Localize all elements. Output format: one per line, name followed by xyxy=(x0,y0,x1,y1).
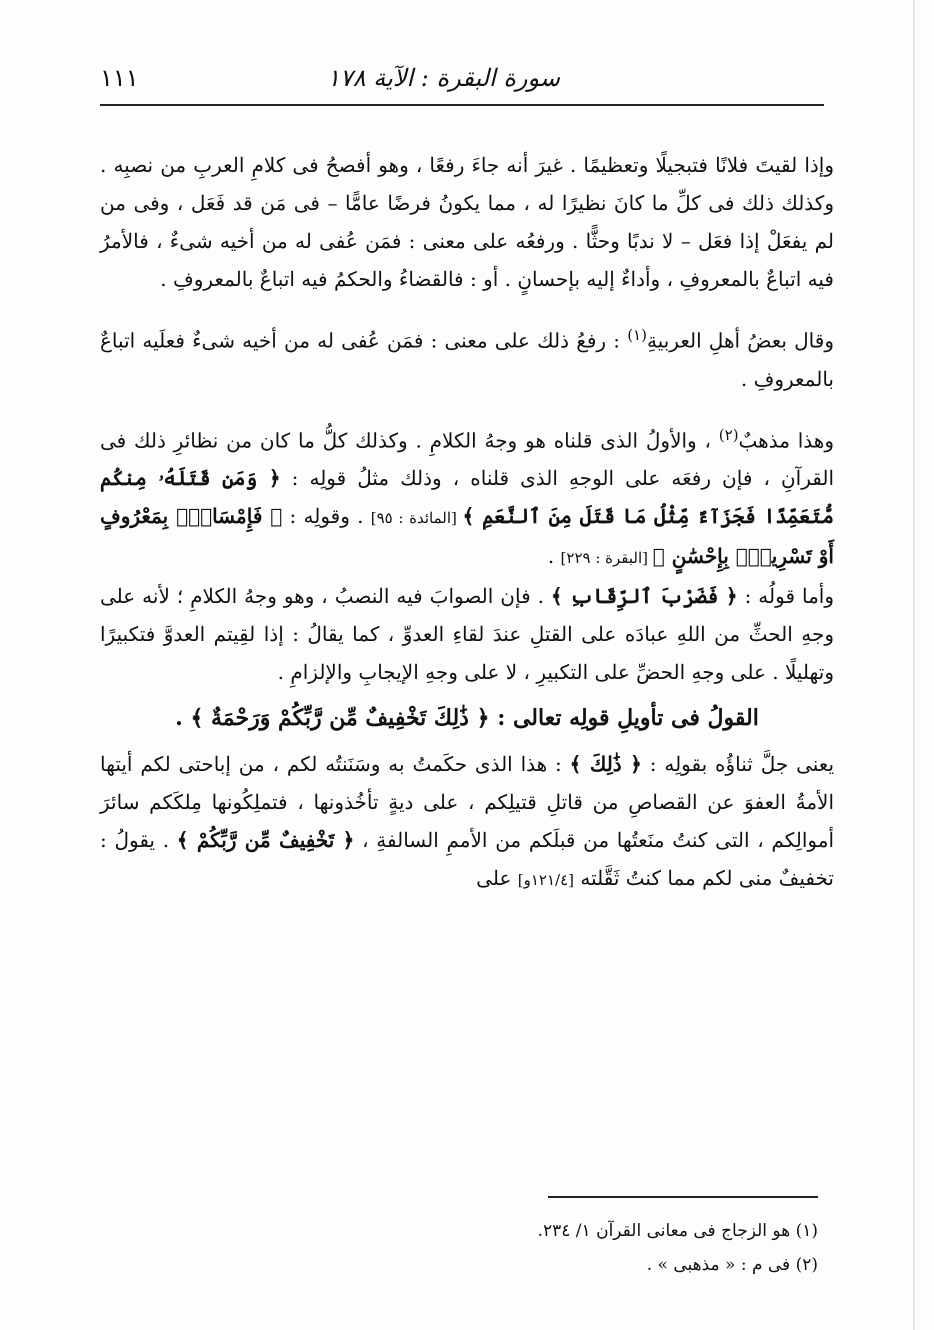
paragraph-1: وإذا لقيتَ فلانًا فتبجيلًا وتعظيمًا . غيرَ أنه جاءَ رفعًا ، وهو أفصحُ فى كلامِ العربِ من نصبِه . وكذلك ذلك فى كلِّ ما كانَ نظيرًا له ، مما يكونُ فرضًا عامًّا – فى مَن قد فَعَل ، وفى من لم يفعَلْ إذا فعَل – لا ندبًا وحثًّا . ورفعُه على معنى : فمَن عُفى له من أخيه شىءٌ ، فالأمرُ فيه اتباعٌ بالمعروفِ ، وأداءٌ إليه بإحسانٍ . أو : فالقضاءُ والحكمُ فيه اتباعٌ بالمعروفِ . xyxy=(100,153,834,291)
quran-ref-baqarah: [البقرة : ٢٢٩] xyxy=(560,549,653,568)
quran-quote-takhfif: ﴿ تَخْفِيفٌ مِّن رَّبِّكُمْ ﴾ xyxy=(176,828,355,853)
footnote-ref-2: (٢) xyxy=(718,425,739,444)
paragraph-2-text-a: وقال بعضُ أهلِ العربيةِ xyxy=(646,328,834,353)
paragraph-5 xyxy=(100,745,834,899)
manuscript-ref: [١٢١/٤و] xyxy=(517,871,575,890)
footnote-rule xyxy=(548,1196,818,1198)
quran-quote-baqarah: ﴿ فَإِمْسَاكٌۢ بِمَعْرُوفٍ أَوْ تَسْرِيحٌۢ بِإِحْسَٰنٍ ﴾ xyxy=(100,504,834,569)
paragraph-5-text-b: : هذا الذى حكَمتُ به وسَنَنتُه لكم ، من إباحتى لكم أيتها الأمةُ العفوَ عن القصاصِ من قاتلِ قتيلِكم ، على ديةٍ تأخُذونها ، فتملِكُونها مِلكَكم سائرَ أموالِكم ، التى كنتُ منَعتُها من قبلَكم من الأممِ السالفةِ ، xyxy=(100,752,835,853)
paragraph-5-text-c: . يقولُ : تخفيفٌ منى لكم مما كنتُ ثَقَّلته xyxy=(100,828,834,891)
page-number: ١١١ xyxy=(100,64,139,92)
paragraph-4-text-b: . فإن الصوابَ فيه النصبُ ، وهو وجهُ الكلامِ ؛ لأنه على وجهِ الحثِّ من اللهِ عبادَه على القتلِ عندَ لقاءِ العدوِّ ، كما يقالُ : إذا لقِيتم العدوَّ فتكبيرًا وتهليلًا . على وجهِ الحضِّ على التكبيرِ ، لا على وجهِ الإيجابِ والإلزامِ . xyxy=(100,584,834,685)
section-heading xyxy=(100,699,834,737)
paragraph-3 xyxy=(100,416,834,578)
main-text xyxy=(100,146,834,899)
footnotes xyxy=(100,1214,818,1282)
paragraph-2 xyxy=(100,316,834,398)
quran-ref-maidah: [المائدة : ٩٥] xyxy=(370,509,463,528)
paragraph-5-text-d: على xyxy=(476,866,518,891)
footnote-ref-1: (١) xyxy=(627,326,647,344)
paragraph-3-text-b: ، والأولُ الذى قلناه هو وجهُ الكلامِ . وكذلك كلُّ ما كان من نظائرِ ذلك فى القرآنِ ، فإن رفعَه على الوجهِ الذى قلناه ، وذلك مثلُ قولِه : xyxy=(100,428,835,491)
section-heading-text: القولُ فى تأويلِ قولِه تعالى : xyxy=(489,705,759,732)
quran-quote-riqab: ﴿ فَضَرْبَ ٱلرِّقَابِ ﴾ xyxy=(550,584,738,609)
paragraph-5-text-a: يعنى جلَّ ثناؤُه بقولِه : xyxy=(641,752,835,777)
paragraph-2-text-b: : رفعُ ذلك على معنى : فمَن عُفى له من أخيه شىءٌ فعلَيه اتباعٌ بالمعروفِ . xyxy=(100,328,834,391)
paragraph-3-text-a: وهذا مذهبٌ xyxy=(738,428,835,453)
paragraph-3-text-c: . وقولِه : xyxy=(282,504,371,529)
page-edge-line xyxy=(913,0,915,1330)
footnote-1: (١) هو الزجاج فى معانى القرآن ١/ ٢٣٤. xyxy=(537,1221,818,1241)
header-rule xyxy=(100,104,824,106)
footnote-2: (٢) فى م : « مذهبى » . xyxy=(646,1255,818,1275)
header-title: سورة البقرة : الآية ١٧٨ xyxy=(326,64,560,92)
quran-quote-maidah: ﴿ وَمَن قَتَلَهُۥ مِنكُم مُّتَعَمِّدًا فَجَزَآءٌ مِّثْلُ مَا قَتَلَ مِنَ ٱلنَّعَمِ ﴾ xyxy=(100,466,834,529)
paragraph-4 xyxy=(100,577,834,691)
section-heading-end: . xyxy=(175,705,191,732)
section-heading-quote: ﴿ ذَٰلِكَ تَخْفِيفٌ مِّن رَّبِّكُمْ وَرَحْمَةٌ ﴾ xyxy=(190,705,490,732)
paragraph-4-text-a: وأما قولُه : xyxy=(737,584,834,609)
paragraph-3-text-d: . xyxy=(547,544,561,569)
quran-quote-dhalika: ﴿ ذَٰلِكَ ﴾ xyxy=(569,752,642,777)
running-header xyxy=(100,62,822,102)
